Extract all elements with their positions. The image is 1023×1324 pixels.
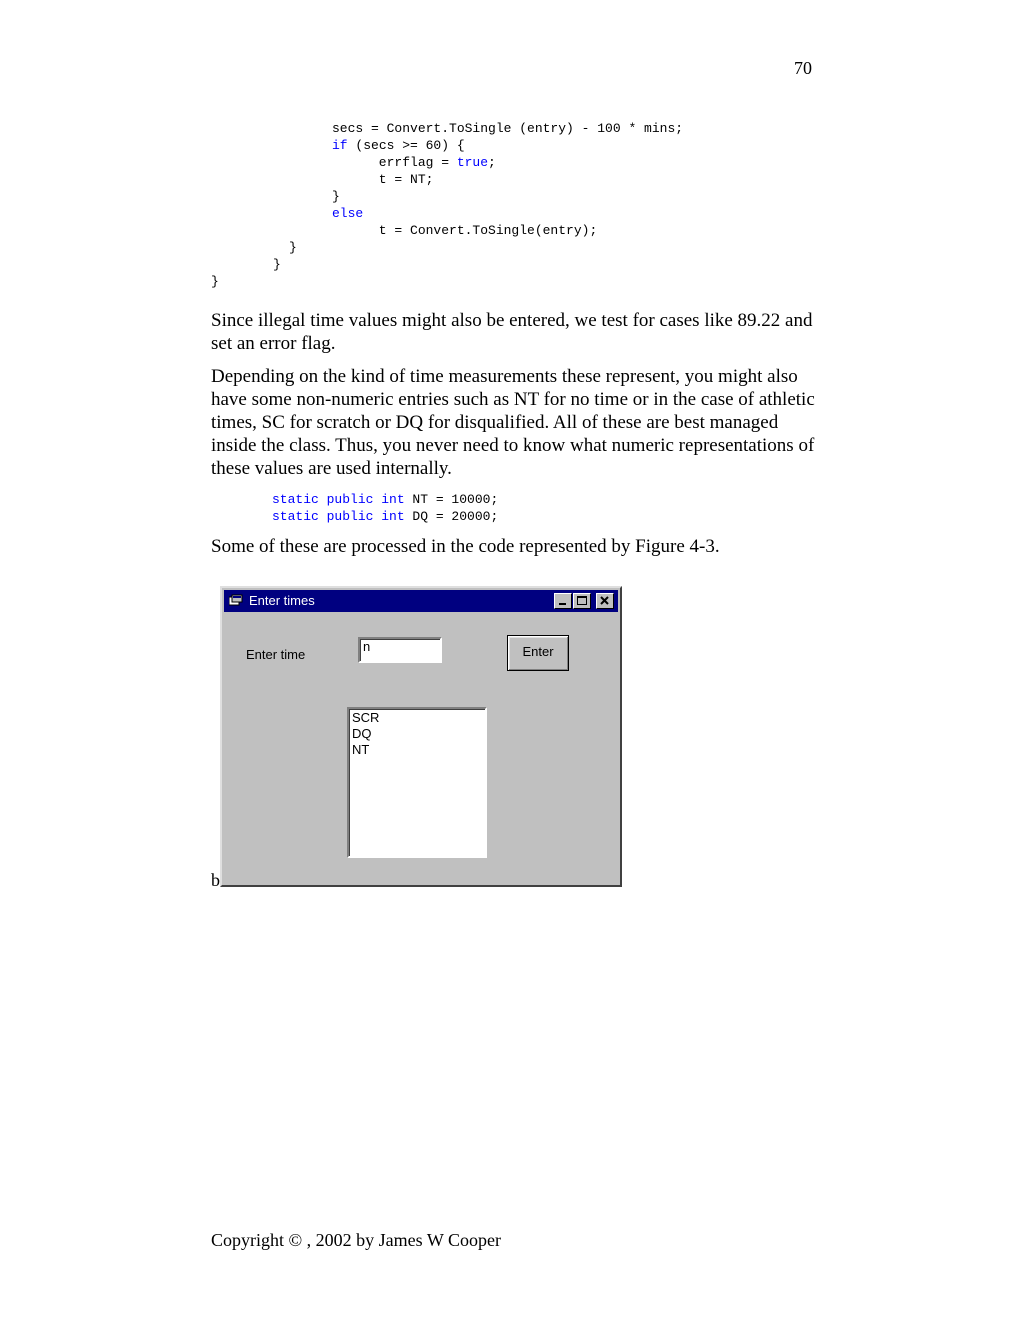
minimize-button[interactable] xyxy=(554,593,572,609)
time-entry-input[interactable]: n xyxy=(358,637,442,663)
results-listbox[interactable] xyxy=(347,707,487,858)
enter-time-label: Enter time xyxy=(246,647,306,662)
list-item[interactable]: NT xyxy=(352,742,370,757)
maximize-icon xyxy=(574,594,590,608)
code-line xyxy=(332,154,683,171)
maximize-button[interactable] xyxy=(573,593,591,609)
code-block-constants xyxy=(272,491,498,525)
window-titlebar[interactable] xyxy=(224,590,618,612)
window-app-icon xyxy=(229,594,243,607)
code-text: secs = Convert.ToSingle (entry) - 100 * mins; xyxy=(332,121,684,136)
window-title: Enter times xyxy=(249,593,315,608)
code-text: } xyxy=(332,189,340,204)
code-line xyxy=(332,222,683,239)
code-text: (secs >= 60) { xyxy=(347,138,465,153)
code-keyword: static public int xyxy=(272,509,405,524)
code-text: ; xyxy=(488,155,496,170)
page-number: 70 xyxy=(794,58,812,78)
list-item[interactable]: SCR xyxy=(352,710,380,725)
code-line xyxy=(272,491,498,508)
code-line xyxy=(332,188,683,205)
code-line xyxy=(332,137,683,154)
code-text: errflag = xyxy=(332,155,457,170)
minimize-icon xyxy=(555,594,571,608)
enter-button[interactable]: Enter xyxy=(507,635,569,671)
code-line xyxy=(332,120,683,137)
closing-brace: } xyxy=(289,240,297,255)
code-keyword: else xyxy=(332,206,364,221)
code-line xyxy=(272,508,498,525)
list-item[interactable]: DQ xyxy=(352,726,372,741)
close-icon xyxy=(597,594,613,608)
code-text: NT = 10000; xyxy=(404,492,499,507)
code-text: t = NT; xyxy=(332,172,434,187)
copyright-footer: Copyright © , 2002 by James W Cooper xyxy=(211,1230,501,1250)
enter-times-window xyxy=(220,586,622,887)
code-text: t = Convert.ToSingle(entry); xyxy=(332,223,598,238)
stray-character: b xyxy=(211,870,220,890)
code-keyword: static public int xyxy=(272,492,405,507)
code-keyword: if xyxy=(332,138,348,153)
paragraph-non-numeric-entries: Depending on the kind of time measurements these represent, you might also have some non-numeric entries such as NT for no time or in the case of athletic times, SC for scratch or DQ for disqualified. All of these are best managed inside the class. Thus, you never need to know what numeric representations of these values are used internally. xyxy=(211,366,815,479)
code-line xyxy=(332,205,683,222)
paragraph-illegal-values: Since illegal time values might also be entered, we test for cases like 89.22 and set an error flag. xyxy=(211,310,813,354)
paragraph-figure-reference: Some of these are processed in the code represented by Figure 4-3. xyxy=(211,536,720,557)
code-closing-braces xyxy=(211,239,297,290)
close-button[interactable] xyxy=(596,593,614,609)
code-keyword: true xyxy=(456,155,489,170)
closing-brace: } xyxy=(211,274,219,289)
code-block-convert xyxy=(332,120,683,239)
code-line xyxy=(332,171,683,188)
closing-brace: } xyxy=(273,257,281,272)
code-text: DQ = 20000; xyxy=(404,509,499,524)
